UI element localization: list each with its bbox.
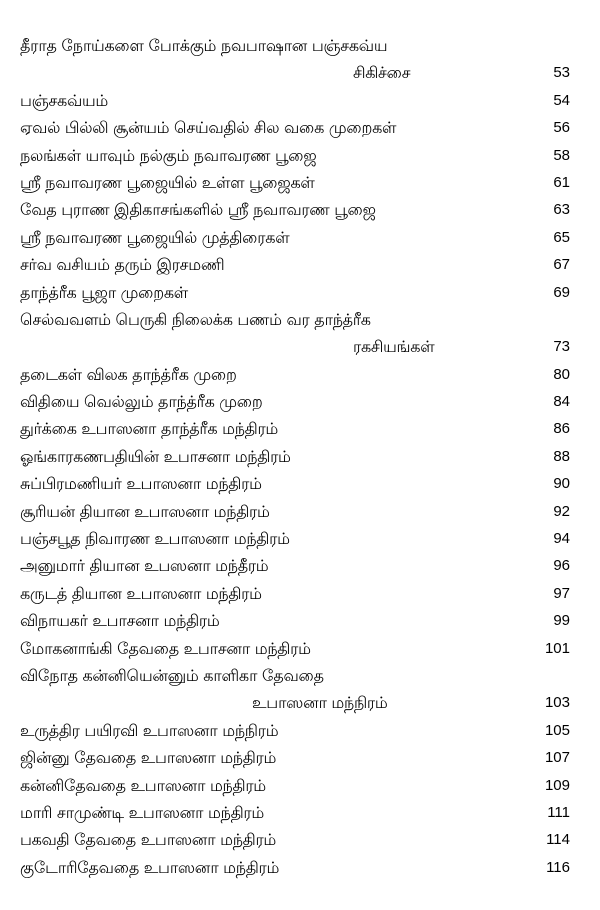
- toc-entry-title: விநோத கன்னியென்னும் காளிகா தேவதை: [20, 665, 324, 685]
- toc-entry-title: ஸ்ரீ நவாவரண பூஜையில் உள்ள பூஜைகள்: [20, 172, 315, 192]
- toc-entry-title: கன்னிதேவதை உபாஸனா மந்திரம்: [20, 775, 266, 795]
- toc-page-number: 103: [544, 694, 570, 712]
- toc-entry-title: குடோரிதேவதை உபாஸனா மந்திரம்: [20, 857, 280, 877]
- toc-entry-title: உருத்திர பயிரவி உபாஸனா மந்நிரம்: [20, 720, 279, 740]
- toc-entry-title: தாந்த்ரீக பூஜா முறைகள்: [20, 282, 188, 302]
- toc-entry: [20, 415, 570, 442]
- toc-entry: [20, 717, 570, 744]
- toc-page-number: 90: [553, 475, 570, 493]
- toc-entry: [20, 251, 570, 278]
- toc-page-number: 105: [544, 721, 570, 739]
- toc-entry-title: ஏவல் பில்லி சூன்யம் செய்வதில் சில வகை முறைகள்: [20, 118, 397, 138]
- toc-entry-title: ஸ்ரீ நவாவரண பூஜையில் முத்திரைகள்: [20, 227, 290, 247]
- toc-entry: [20, 114, 570, 141]
- toc-entry-title: விதியை வெல்லும் தாந்த்ரீக முறை: [20, 392, 263, 412]
- toc-page-number: 107: [544, 749, 570, 767]
- toc-page-number: 111: [547, 803, 570, 821]
- toc-page-number: 54: [553, 91, 570, 109]
- toc-page-number: 69: [553, 283, 570, 301]
- toc-entry-title-continued: உபாஸனா மந்நிரம்: [252, 693, 388, 713]
- toc-page-number: 88: [553, 447, 570, 465]
- toc-entry: [20, 854, 570, 881]
- toc-entry: [20, 607, 570, 634]
- toc-page-number: 97: [553, 584, 570, 602]
- toc-entry-title: ஓங்காரகணபதியின் உபாசனா மந்திரம்: [20, 446, 291, 466]
- toc-entry: [20, 142, 570, 169]
- toc-entry-title: கருடத் தியான உபாஸனா மந்திரம்: [20, 583, 262, 603]
- toc-page-number: 84: [553, 393, 570, 411]
- toc-page-number: 56: [553, 119, 570, 137]
- toc-entry-title: விநாயகர் உபாசனா மந்திரம்: [20, 611, 220, 631]
- toc-page-number: 94: [553, 530, 570, 548]
- toc-entry-title: செல்வவளம் பெருகி நிலைக்க பணம் வர தாந்த்ரீக: [20, 309, 371, 329]
- toc-page-number: 96: [553, 557, 570, 575]
- toc-entry: [20, 388, 570, 415]
- toc-entry: [20, 470, 570, 497]
- toc-page-number: 73: [553, 338, 570, 356]
- toc-page-number: 61: [553, 173, 570, 191]
- toc-entry: [20, 361, 570, 388]
- toc-page-number: 116: [546, 858, 570, 876]
- toc-entry-title: மாரி சாமுண்டி உபாஸனா மந்திரம்: [20, 802, 264, 822]
- toc-entry: [20, 87, 570, 114]
- toc-entry-title: பகவதி தேவதை உபாஸனா மந்திரம்: [20, 830, 277, 850]
- toc-entry: [20, 443, 570, 470]
- toc-page-number: 53: [553, 64, 570, 82]
- toc-page-number: 63: [553, 201, 570, 219]
- toc-entry-title: சூரியன் தியான உபாஸனா மந்திரம்: [20, 501, 270, 521]
- toc-entry: [20, 662, 570, 717]
- toc-page-number: 65: [553, 228, 570, 246]
- toc-entry-title: வேத புராண இதிகாசங்களில் ஸ்ரீ நவாவரண பூஜை: [20, 200, 376, 220]
- toc-entry: [20, 279, 570, 306]
- toc-entry: [20, 196, 570, 223]
- toc-entry-title: அனுமார் தியான உபஸனா மந்தீரம்: [20, 556, 269, 576]
- toc-entry: [20, 32, 570, 87]
- toc-entry: [20, 635, 570, 662]
- toc-entry-title: நலங்கள் யாவும் நல்கும் நவாவரண பூஜை: [20, 145, 317, 165]
- toc-page-number: 114: [546, 831, 570, 849]
- toc-page-number: 109: [544, 776, 570, 794]
- toc-entry: [20, 580, 570, 607]
- toc-entry: [20, 498, 570, 525]
- toc-entry: [20, 306, 570, 361]
- toc-entry: [20, 224, 570, 251]
- toc-entry-title: துர்க்கை உபாஸனா தாந்த்ரீக மந்திரம்: [20, 419, 279, 439]
- toc-entry-title: சர்வ வசியம் தரும் இரசமணி: [20, 255, 225, 275]
- toc-entry-title: பஞ்சபூத நிவாரண உபாஸனா மந்திரம்: [20, 529, 290, 549]
- toc-entry-title: பஞ்சகவ்யம்: [20, 90, 108, 110]
- toc-entry-title: ஜின்னு தேவதை உபாஸனா மந்திரம்: [20, 748, 277, 768]
- toc-page-number: 67: [553, 256, 570, 274]
- toc-entry: [20, 772, 570, 799]
- toc-entry: [20, 169, 570, 196]
- toc-entry-title: தடைகள் விலக தாந்த்ரீக முறை: [20, 364, 237, 384]
- toc-page-number: 86: [553, 420, 570, 438]
- toc-page-number: 92: [553, 502, 570, 520]
- toc-page-number: 99: [553, 612, 570, 630]
- toc-page-number: 80: [553, 365, 570, 383]
- toc-page-number: 58: [553, 146, 570, 164]
- toc-entry: [20, 744, 570, 771]
- toc-entry-title: சுப்பிரமணியர் உபாஸனா மந்திரம்: [20, 474, 262, 494]
- toc-entry-title-continued: சிகிச்சை: [353, 63, 411, 83]
- table-of-contents: [20, 32, 570, 881]
- toc-entry-title: தீராத நோய்களை போக்கும் நவபாஷான பஞ்சகவ்ய: [20, 36, 388, 55]
- toc-entry: [20, 525, 570, 552]
- toc-entry: [20, 826, 570, 853]
- toc-page-number: 101: [544, 639, 570, 657]
- toc-entry: [20, 552, 570, 579]
- toc-entry: [20, 799, 570, 826]
- toc-entry-title-continued: ரகசியங்கள்: [353, 337, 435, 357]
- toc-entry-title: மோகனாங்கி தேவதை உபாசனா மந்திரம்: [20, 638, 311, 658]
